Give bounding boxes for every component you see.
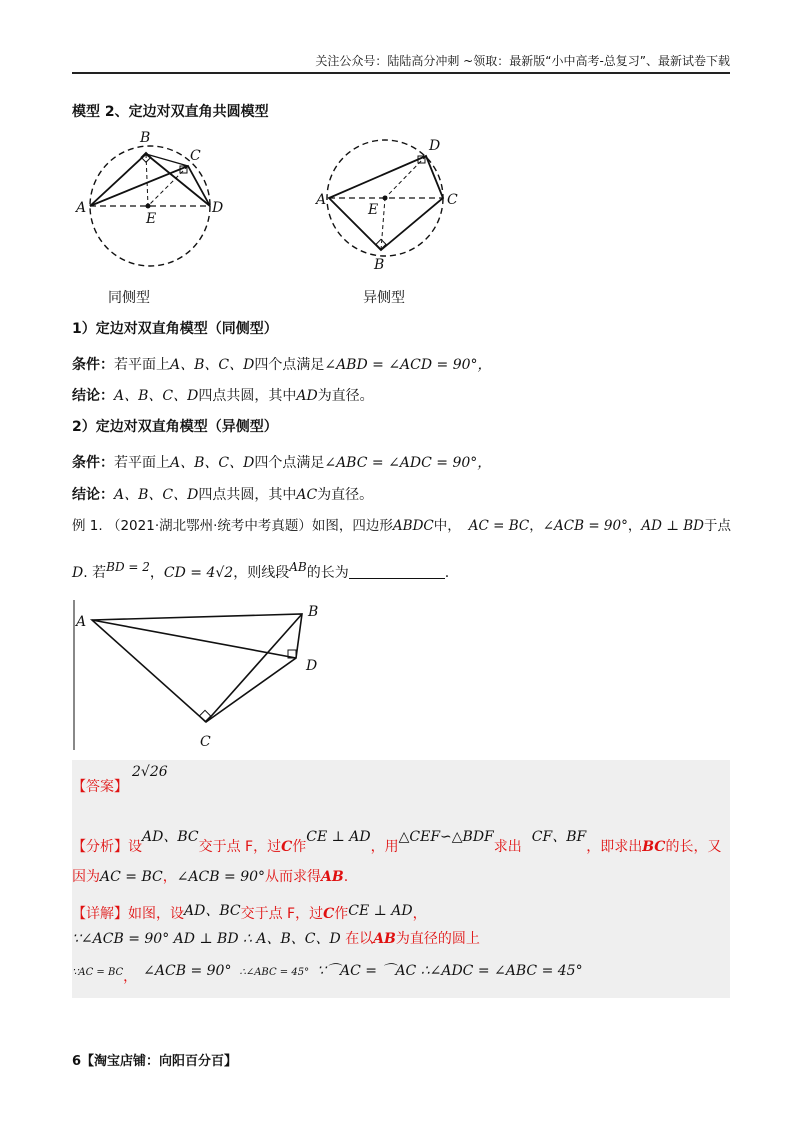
example-comma: ， (529, 518, 543, 534)
concl-text2: 为直径。 (317, 388, 374, 404)
detail-m1: AD、BC (184, 903, 241, 919)
sub1-conclusion (72, 385, 374, 405)
section-title: 模型 2、定边对双直角共圆模型 (72, 104, 269, 120)
answer-value: 2√26 (132, 764, 168, 780)
analysis-m1: AD、BC (142, 829, 199, 845)
analysis-label: 【分析】 (72, 839, 128, 855)
detail-e-m3: ∴ A、B、C、D (243, 931, 341, 947)
sub2-conclusion (72, 484, 373, 504)
segment-ad (92, 620, 296, 658)
example-d: D (72, 565, 84, 581)
example-cd: CD = 4√2 (163, 565, 234, 581)
label-e: E (368, 202, 379, 218)
cond-math: ∠ABD = ∠ACD = 90°， (324, 357, 492, 373)
detail-e-ab: AB (373, 931, 396, 947)
concl-label: 结论： (72, 388, 114, 404)
center-e (146, 204, 151, 209)
detail-e-red2: 为直径的圆上 (395, 931, 480, 947)
analysis-b3: 从而求得 (265, 869, 322, 885)
header-rule (72, 72, 730, 74)
label-c: C (200, 734, 211, 750)
detail-e-red: 在以 (345, 931, 374, 947)
cond-text2: 四个点满足 (254, 455, 325, 471)
detail-line-3 (72, 960, 583, 986)
analysis-a5: 求出 (493, 839, 522, 855)
cond-points: A、B、C、D (170, 357, 255, 373)
analysis-b1: 因为 (72, 869, 100, 885)
sub1-condition (72, 354, 492, 374)
sub1-title: 1）定边对双直角模型（同侧型） (72, 321, 278, 337)
analysis-a1: 设 (128, 839, 142, 855)
example-line-2 (72, 560, 449, 582)
concl-points: A、B、C、D (114, 388, 199, 404)
analysis-m2: CE ⊥ AD (306, 829, 371, 845)
label-e: E (146, 211, 157, 227)
page-header: 关注公众号：陆陆高分冲刺 ~领取：最新版“小中高考-总复习”、最新试卷下载 (315, 54, 730, 68)
example-m3: AD ⊥ BD (641, 518, 704, 534)
analysis-a4: ，用 (370, 839, 399, 855)
example-length: 的长为 (306, 565, 349, 581)
footer-text: 【淘宝店铺：向阳百分百】 (81, 1054, 238, 1069)
answer-line (72, 776, 128, 796)
caption-opposite-side: 异侧型 (363, 290, 405, 306)
example-intro: 例 1. （2021·湖北鄂州·统考中考真题）如图，四边形 (72, 518, 393, 534)
triangle-acd (90, 166, 210, 206)
analysis-a2: 交于点 F，过 (198, 839, 282, 855)
label-b: B (374, 257, 385, 273)
cond-text2: 四个点满足 (254, 357, 325, 373)
analysis-line-1 (72, 826, 721, 856)
concl-label: 结论： (72, 487, 114, 503)
label-d: D (429, 138, 441, 154)
cond-text: 若平面上 (114, 357, 170, 373)
detail-c: C (323, 906, 335, 922)
analysis-b2: ， (162, 869, 177, 885)
detail-d4: ， (412, 906, 427, 922)
detail-m2: CE ⊥ AD (348, 903, 413, 919)
example-comma2: ， (627, 518, 642, 534)
label-a: A (316, 192, 327, 208)
example-end: . (444, 565, 450, 581)
concl-points: A、B、C、D (114, 487, 199, 503)
example-line-1 (72, 514, 731, 534)
caption-same-side: 同侧型 (108, 290, 150, 306)
label-a: A (76, 200, 87, 216)
analysis-b-ab: AB (321, 869, 344, 885)
label-a: A (76, 614, 87, 630)
label-b: B (308, 604, 319, 620)
cond-label: 条件： (72, 455, 114, 471)
example-if: . 若 (83, 565, 107, 581)
analysis-b-m2: ∠ACB = 90° (176, 869, 266, 885)
label-b: B (140, 130, 151, 146)
example-m2: ∠ACB = 90° (542, 518, 628, 534)
concl-segment: AC (296, 487, 318, 503)
concl-text: 四点共圆，其中 (198, 487, 297, 503)
opposite-side-figure (310, 126, 480, 276)
concl-text2: 为直径。 (317, 487, 374, 503)
example-bd: BD = 2 (106, 560, 150, 574)
detail-f-m4: ∵⌒AC = ⌒AC ∴∠ADC = ∠ABC = 45° (317, 963, 583, 979)
analysis-m3: △CEF∽△BDF (398, 829, 494, 845)
detail-f-m2: ∠ACB = 90° (143, 963, 232, 979)
answer-blank[interactable] (349, 564, 445, 579)
analysis-a7: 的长，又 (665, 839, 722, 855)
analysis-c: C (281, 839, 293, 855)
concl-text: 四点共圆，其中 (198, 388, 297, 404)
detail-f-m1: ∵AC = BC (72, 967, 124, 978)
analysis-line-2 (72, 866, 348, 886)
analysis-bc: BC (642, 839, 666, 855)
detail-d1: 如图，设 (128, 906, 184, 922)
answer-label: 【答案】 (72, 779, 128, 795)
detail-f-m3: ∴∠ABC = 45° (239, 967, 310, 978)
label-d: D (212, 200, 224, 216)
detail-e-m1: ∵∠ACB = 90° (72, 931, 170, 947)
analysis-m4: CF、BF (531, 829, 587, 845)
sub2-condition (72, 452, 491, 472)
analysis-b-m1: AC = BC (100, 869, 163, 885)
analysis-a3: 作 (292, 839, 307, 855)
example-comma3: ， (149, 565, 164, 581)
analysis-a6: ，即求出 (586, 839, 643, 855)
quadrilateral-abdc (92, 614, 302, 722)
label-c: C (447, 192, 458, 208)
analysis-b4: . (343, 869, 349, 885)
cond-points: A、B、C、D (170, 455, 255, 471)
segment-de (385, 156, 426, 198)
cond-math: ∠ABC = ∠ADC = 90°， (324, 455, 492, 471)
segment-bc (206, 614, 302, 722)
page-footer (72, 1050, 237, 1069)
detail-e-m2: AD ⊥ BD (173, 931, 239, 947)
example-figure (72, 600, 332, 750)
quadrilateral-adcb (329, 156, 443, 250)
cond-text: 若平面上 (114, 455, 170, 471)
label-d: D (306, 658, 318, 674)
detail-d2: 交于点 F，过 (240, 906, 324, 922)
cond-label: 条件： (72, 357, 114, 373)
example-quad: ABDC (392, 518, 434, 534)
page-number: 6 (72, 1054, 82, 1069)
example-then: ，则线段 (233, 565, 290, 581)
example-mid: 中， (433, 518, 461, 534)
concl-segment: AD (296, 388, 318, 404)
same-side-figure (70, 126, 250, 286)
detail-d3: 作 (334, 906, 349, 922)
sub2-title: 2）定边对双直角模型（异侧型） (72, 419, 278, 435)
center-e (383, 196, 388, 201)
example-m1: AC = BC (468, 518, 530, 534)
example-tail: 于点 (703, 518, 731, 534)
detail-line-2 (72, 928, 480, 948)
detail-f-comma: ， (123, 969, 138, 985)
label-c: C (190, 148, 201, 164)
detail-label: 【详解】 (72, 906, 128, 922)
example-ab: AB (289, 560, 307, 574)
detail-line-1 (72, 900, 427, 923)
